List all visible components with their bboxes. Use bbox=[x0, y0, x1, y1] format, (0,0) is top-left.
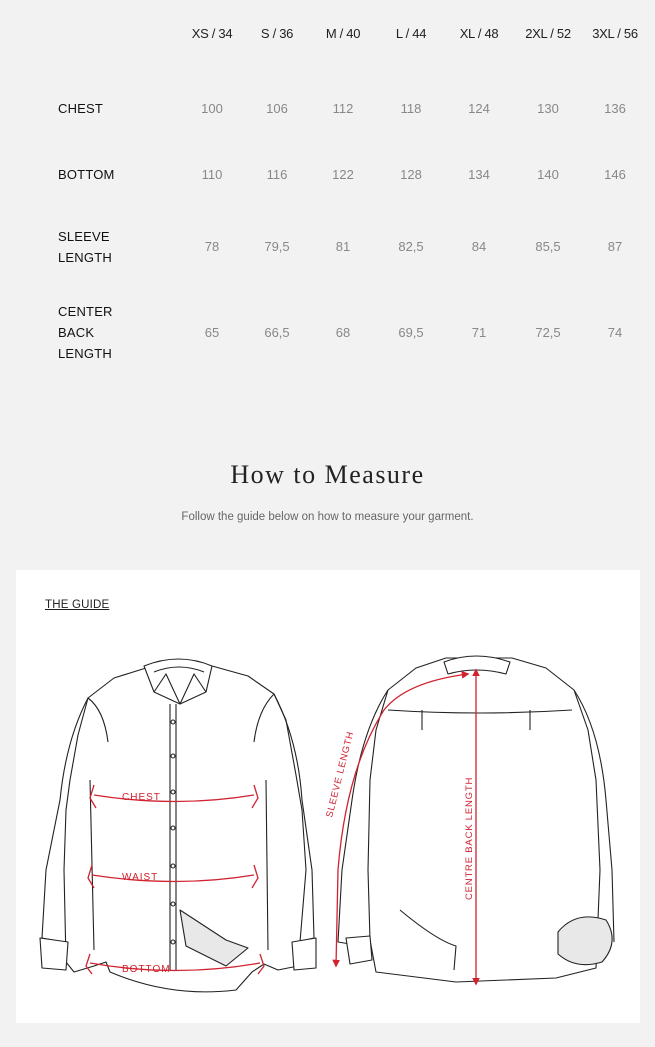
waist-label: WAIST bbox=[122, 872, 159, 883]
table-cell: 146 bbox=[604, 167, 626, 182]
how-to-measure-subtitle: Follow the guide below on how to measure your garment. bbox=[181, 511, 474, 523]
size-header-xl: XL / 48 bbox=[459, 26, 499, 41]
table-cell: 112 bbox=[332, 101, 354, 116]
table-cell: 118 bbox=[400, 101, 422, 116]
table-cell: 130 bbox=[537, 101, 559, 116]
table-cell: 134 bbox=[468, 167, 490, 182]
table-cell: 136 bbox=[604, 101, 626, 116]
row-label-line: BACK bbox=[58, 325, 95, 340]
row-label-bottom bbox=[58, 164, 115, 185]
chest-label: CHEST bbox=[122, 792, 161, 803]
size-header-xs: XS / 34 bbox=[191, 26, 233, 41]
table-cell: 124 bbox=[468, 101, 490, 116]
row-label-line: SLEEVE bbox=[58, 229, 110, 244]
size-header-3xl: 3XL / 56 bbox=[592, 26, 638, 41]
table-cell: 116 bbox=[266, 167, 288, 182]
table-cell: 69,5 bbox=[398, 325, 424, 340]
size-header-2xl: 2XL / 52 bbox=[525, 26, 571, 41]
table-cell: 87 bbox=[607, 239, 623, 254]
row-label-sleeve-length bbox=[58, 226, 112, 268]
size-header-s: S / 36 bbox=[260, 26, 294, 41]
size-header-m: M / 40 bbox=[325, 26, 361, 41]
table-cell: 78 bbox=[204, 239, 220, 254]
row-label-line: BOTTOM bbox=[58, 167, 115, 182]
table-cell: 84 bbox=[471, 239, 487, 254]
guide-label: THE GUIDE bbox=[45, 599, 110, 611]
table-cell: 79,5 bbox=[264, 239, 290, 254]
center-back-length-label: CENTRE BACK LENGTH bbox=[464, 776, 475, 900]
table-cell: 85,5 bbox=[535, 239, 561, 254]
row-label-center-back-length bbox=[58, 301, 113, 364]
table-cell: 110 bbox=[201, 167, 223, 182]
row-label-line: LENGTH bbox=[58, 250, 112, 265]
table-cell: 100 bbox=[201, 101, 223, 116]
table-cell: 66,5 bbox=[264, 325, 290, 340]
table-cell: 72,5 bbox=[535, 325, 561, 340]
size-header-l: L / 44 bbox=[395, 26, 427, 41]
guide-card bbox=[16, 570, 640, 1023]
how-to-measure-title: How to Measure bbox=[230, 460, 425, 489]
row-label-line: CENTER bbox=[58, 304, 113, 319]
table-cell: 140 bbox=[537, 167, 559, 182]
table-cell: 82,5 bbox=[398, 239, 424, 254]
front-shirt-illustration bbox=[40, 659, 316, 992]
table-cell: 128 bbox=[400, 167, 422, 182]
table-cell: 81 bbox=[335, 239, 351, 254]
table-cell: 65 bbox=[204, 325, 220, 340]
row-label-line: CHEST bbox=[58, 101, 104, 116]
table-cell: 122 bbox=[332, 167, 354, 182]
sleeve-length-label: SLEEVE LENGTH bbox=[324, 730, 357, 819]
table-cell: 74 bbox=[607, 325, 623, 340]
table-cell: 68 bbox=[335, 325, 351, 340]
shirt-measurement-diagram bbox=[16, 570, 640, 1023]
table-cell: 106 bbox=[266, 101, 288, 116]
row-label-line: LENGTH bbox=[58, 346, 112, 361]
row-label-chest bbox=[58, 98, 103, 119]
table-cell: 71 bbox=[471, 325, 487, 340]
bottom-label: BOTTOM bbox=[122, 964, 171, 975]
